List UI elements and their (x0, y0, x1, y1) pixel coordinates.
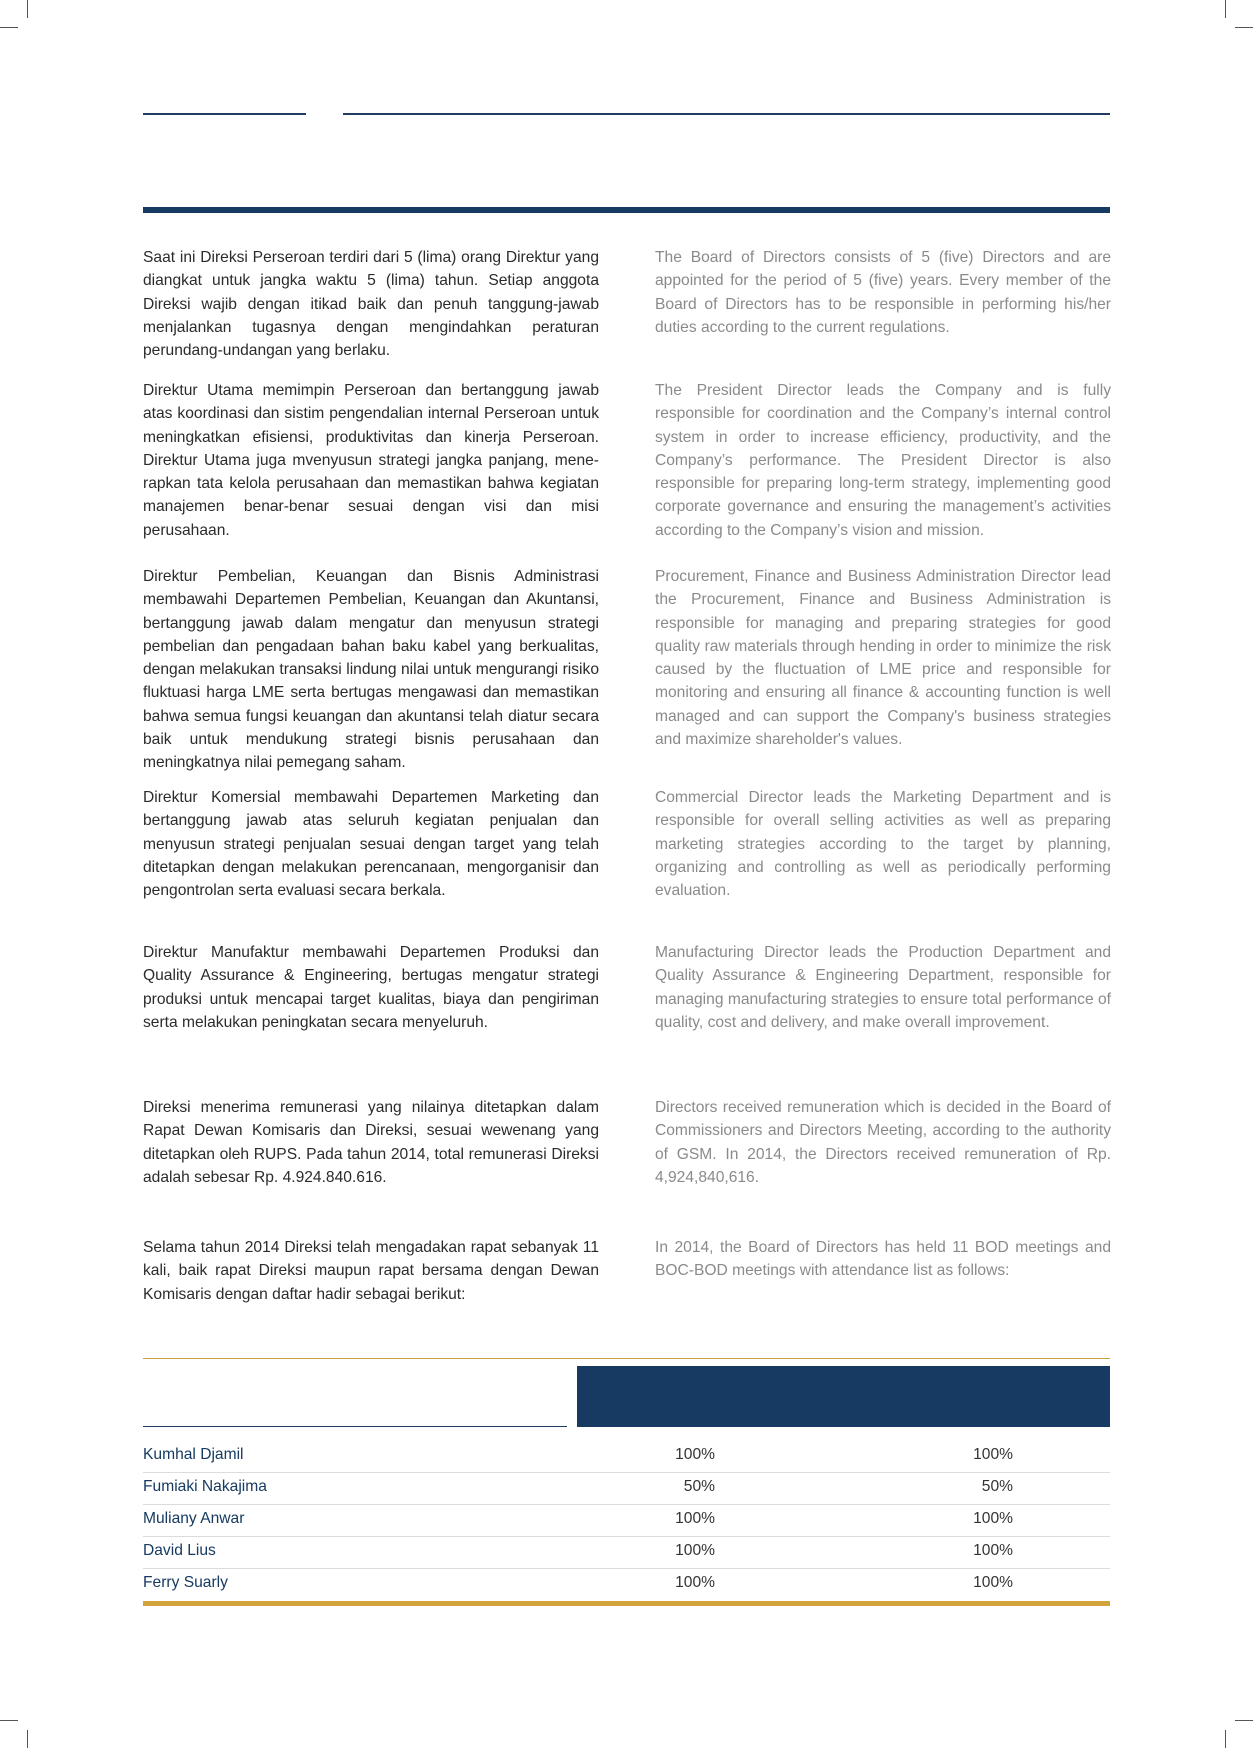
attendance-bod: 100% (675, 1510, 715, 1527)
table-row (143, 1568, 1110, 1600)
header-rule-left (143, 113, 306, 115)
crop-mark-top-left-h (0, 27, 18, 28)
director-name: Ferry Suarly (143, 1574, 228, 1591)
attendance-boc-bod: 100% (973, 1542, 1013, 1559)
table-bottom-rule (143, 1601, 1110, 1606)
paragraph-id-manufacturing-director: Direktur Manufaktur membawahi Departemen Produksi dan Quality Assurance & Engineering, bertugas mengatur strategi produksi untuk mencapai target kualitas, biaya dan pengiriman serta melakukan peningkatan secara menyeluruh. (143, 944, 599, 1031)
paragraph-id-meetings: Selama tahun 2014 Direksi telah mengadakan rapat sebanyak 11 kali, baik rapat Direksi maupun rapat bersama dengan Dewan Komisaris dengan daftar hadir sebagai berikut: (143, 1239, 599, 1303)
header-rule-right (343, 113, 1110, 115)
crop-mark-bottom-left-h (0, 1720, 18, 1721)
paragraph-en-procurement-director: Procurement, Finance and Business Administration Director lead the Procurement, Finance and Business Administration is responsible for managing and preparing strategies for good quality raw materials through hending in order to minimize the risk caused by the fluctuation of LME price and responsible for monitoring and ensuring all finance & accounting function is well managed and can support the Company's business strategies and maximize shareholder's values. (655, 568, 1111, 749)
director-name: David Lius (143, 1542, 216, 1559)
paragraph-en-president-director: The President Director leads the Company and is fully responsible for coordination and the Company’s internal control system in order to increase efficiency, productivity, and the Company’s performance. The President Director is also responsible for preparing long-term strategy, implementing good corporate governance and ensuring the management’s activities according to the Company’s vision and mission. (655, 382, 1111, 539)
table-row (143, 1536, 1110, 1569)
attendance-boc-bod: 50% (981, 1478, 1013, 1495)
table-row (143, 1440, 1110, 1473)
attendance-boc-bod: 100% (973, 1510, 1013, 1527)
paragraph-id-president-director: Direktur Utama memimpin Perseroan dan bertanggung jawab atas koordinasi dan sistim pengendalian internal Perseroan untuk meningkatkan efisiensi, produktivitas dan kinerja Perseroan. Direktur Utama juga mvenyusun strategi jangka panjang, mene-rapkan tata kelola perusahaan dan memastikan bahwa kegiatan manajemen benar-benar sesuai dengan visi dan misi perusahaan. (143, 382, 599, 539)
table-top-rule (143, 1358, 1110, 1359)
crop-mark-bottom-right-v (1225, 1730, 1226, 1748)
crop-mark-bottom-right-h (1235, 1720, 1253, 1721)
paragraph-id-commercial-director: Direktur Komersial membawahi Departemen Marketing dan bertanggung jawab atas seluruh kegiatan penjualan dan menyusun strategi penjualan sesuai dengan target yang telah ditetapkan dengan melakukan perencanaan, mengorganisir dan pengontrolan serta evaluasi secara berkala. (143, 789, 599, 900)
paragraph-id-procurement-director: Direktur Pembelian, Keuangan dan Bisnis Administrasi membawahi Departemen Pembelian, Keuangan dan Akuntansi, bertanggung jawab dalam mengatur dan menyusun strategi pembelian dan pengadaan bahan baku kabel yang berkualitas, dengan melakukan transaksi lindung nilai untuk mengurangi risiko fluktuasi harga LME serta bertugas mengawasi dan memastikan bahwa semua fungsi keuangan dan akuntansi telah diatur secara baik untuk mendukung strategi bisnis perusahaan dan meningkatnya nilai pemegang saham. (143, 568, 599, 772)
table-row (143, 1472, 1110, 1505)
crop-mark-top-left-v (27, 0, 28, 18)
crop-mark-top-right-h (1235, 27, 1253, 28)
director-name: Muliany Anwar (143, 1510, 245, 1527)
table-row (143, 1504, 1110, 1537)
table-header-rule (143, 1426, 567, 1427)
paragraph-id-composition: Saat ini Direksi Perseroan terdiri dari 5 (lima) orang Direktur yang diangkat untuk jangka waktu 5 (lima) tahun. Setiap anggota Direksi wajib dengan itikad baik dan penuh tanggung-jawab menjalankan tugasnya dengan mengindahkan peraturan perundang-undangan yang berlaku. (143, 249, 599, 360)
attendance-boc-bod: 100% (973, 1446, 1013, 1463)
attendance-boc-bod: 100% (973, 1574, 1013, 1591)
attendance-bod: 50% (683, 1478, 715, 1495)
paragraph-en-meetings: In 2014, the Board of Directors has held 11 BOD meetings and BOC-BOD meetings with attendance list as follows: (655, 1239, 1111, 1280)
paragraph-en-manufacturing-director: Manufacturing Director leads the Production Department and Quality Assurance & Engineering Department, responsible for managing manufacturing strategies to ensure total performance of quality, cost and delivery, and make overall improvement. (655, 944, 1111, 1031)
attendance-bod: 100% (675, 1542, 715, 1559)
attendance-bod: 100% (675, 1446, 715, 1463)
paragraph-en-commercial-director: Commercial Director leads the Marketing Department and is responsible for overall selling activities as well as preparing marketing strategies according to the target by planning, organizing and controlling as well as periodically performing evaluation. (655, 789, 1111, 900)
paragraph-en-composition: The Board of Directors consists of 5 (five) Directors and are appointed for the period of 5 (five) years. Every member of the Board of Directors has to be responsible in performing his/her duties according to the current regulations. (655, 249, 1111, 336)
director-name: Fumiaki Nakajima (143, 1478, 267, 1495)
paragraph-id-remuneration: Direksi menerima remunerasi yang nilainya ditetapkan dalam Rapat Dewan Komisaris dan Direksi, sesuai wewenang yang ditetapkan oleh RUPS. Pada tahun 2014, total remunerasi Direksi adalah sebesar Rp. 4.924.840.616. (143, 1099, 599, 1186)
attendance-bod: 100% (675, 1574, 715, 1591)
section-title-rule (143, 207, 1110, 213)
paragraph-en-remuneration: Directors received remuneration which is decided in the Board of Commissioners and Directors Meeting, according to the authority of GSM. In 2014, the Directors received remuneration of Rp. 4,924,840,616. (655, 1099, 1111, 1186)
director-name: Kumhal Djamil (143, 1446, 244, 1463)
crop-mark-top-right-v (1225, 0, 1226, 18)
crop-mark-bottom-left-v (27, 1730, 28, 1748)
table-header-block (577, 1366, 1110, 1427)
